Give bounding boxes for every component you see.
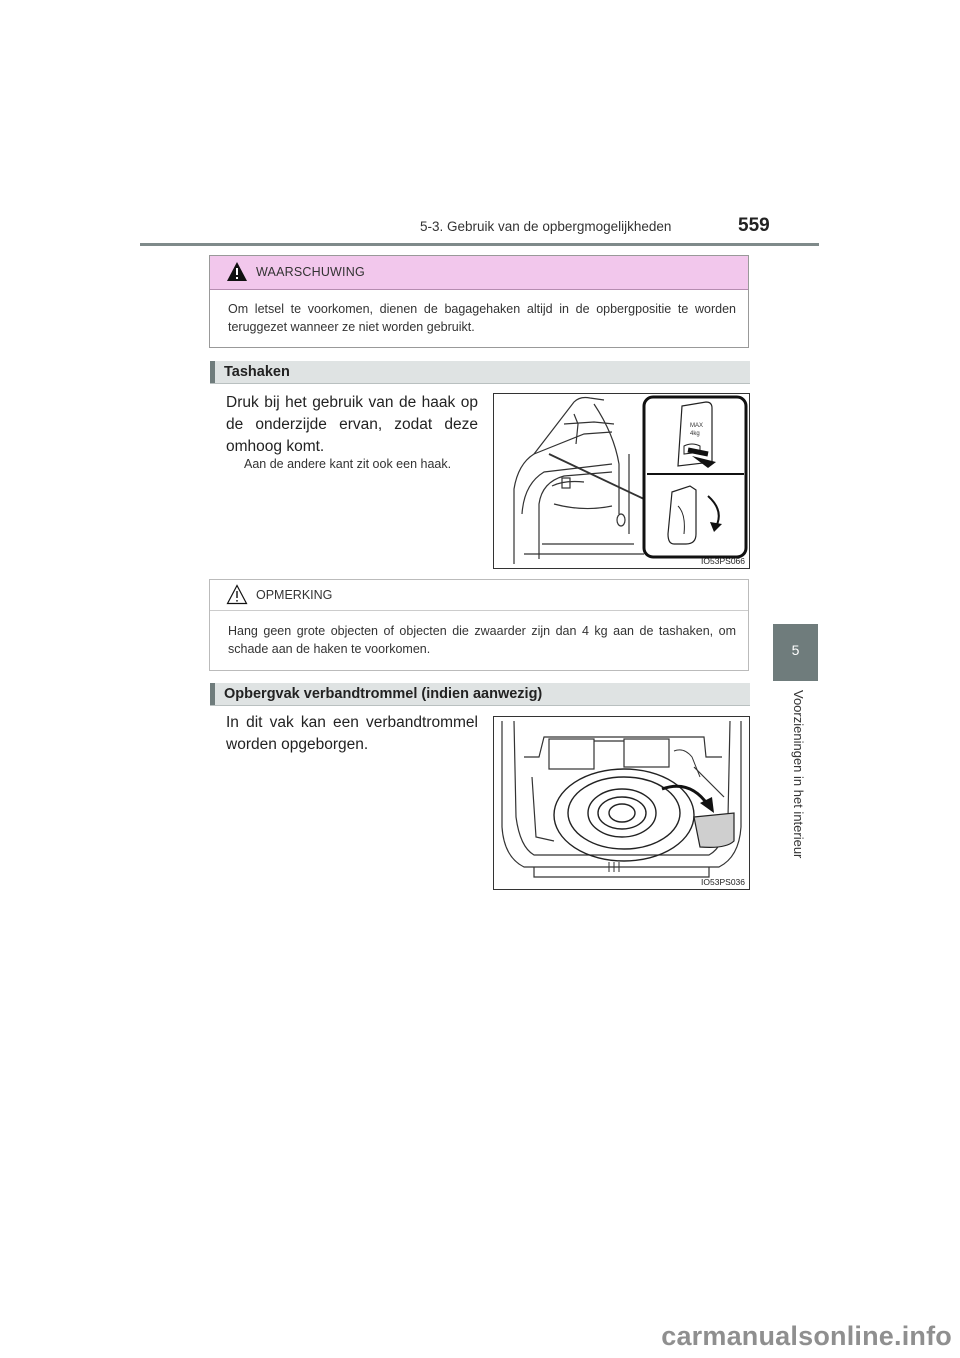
verbandtrommel-body-text: In dit vak kan een verbandtrommel worden opgeborgen. (226, 714, 478, 753)
hook-label-weight: 4kg (690, 431, 700, 437)
pointer-arrow-icon (662, 786, 708, 805)
running-header-section: 5-3. Gebruik van de opbergmogelijkheden (420, 219, 672, 234)
tashaken-note-text: Aan de andere kant zit ook een haak. (244, 457, 452, 471)
warning-box (209, 255, 749, 348)
page-number: 559 (738, 215, 770, 236)
note-box (209, 579, 749, 671)
note-header (210, 580, 748, 611)
image-code: IO53PS066 (701, 556, 745, 566)
warning-triangle-icon (226, 261, 248, 287)
header-rule (140, 243, 819, 246)
caution-triangle-icon (226, 584, 248, 610)
trunk-floor-drawing (494, 717, 749, 889)
section-heading-text: Opbergvak verbandtrommel (indien aanwezig) (224, 686, 543, 702)
section-heading-text: Tashaken (224, 364, 290, 380)
section-heading-bar (210, 683, 215, 705)
note-title: OPMERKING (256, 588, 333, 602)
trunk-hook-drawing (494, 394, 749, 568)
footer-watermark: carmanualsonline.info (661, 1321, 952, 1351)
chapter-title: Voorzieningen in het interieur (791, 690, 806, 859)
first-aid-storage-illustration (493, 716, 750, 890)
chapter-number: 5 (791, 642, 800, 658)
note-text: Hang geen grote objecten of objecten die zwaarder zijn dan 4 kg aan de tashaken, om schade aan de haken te voorkomen. (228, 624, 736, 656)
warning-title: WAARSCHUWING (256, 265, 365, 279)
section-heading-tashaken (210, 361, 750, 384)
hook-label-max: MAX (690, 423, 704, 429)
tashaken-body-text: Druk bij het gebruik van de haak op de onderzijde ervan, zodat deze omhoog komt. (226, 394, 478, 455)
chapter-tab (773, 624, 818, 681)
warning-header (210, 256, 748, 290)
section-heading-bar (210, 361, 215, 383)
section-heading-verbandtrommel (210, 683, 750, 706)
image-code: IO53PS036 (701, 877, 745, 887)
warning-text: Om letsel te voorkomen, dienen de bagagehaken altijd in de opbergpositie te worden teruggezet wanneer ze niet worden gebruikt. (228, 302, 736, 334)
bag-hook-illustration (493, 393, 750, 569)
